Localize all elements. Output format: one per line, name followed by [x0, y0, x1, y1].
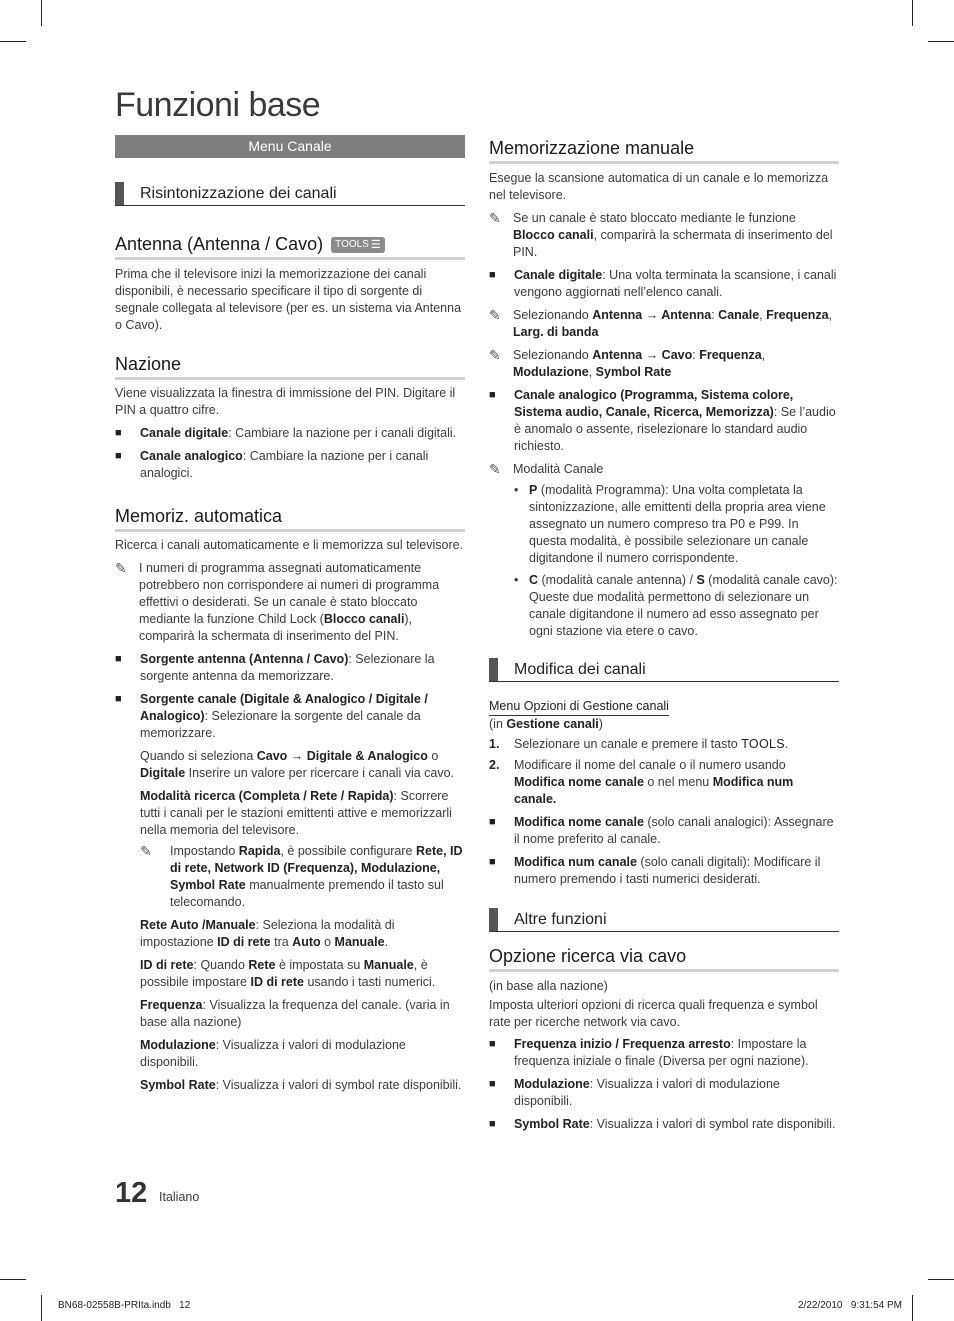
crop-mark: [41, 1295, 42, 1321]
crop-mark: [928, 41, 954, 42]
crop-mark: [912, 1295, 913, 1321]
step-number: 2.: [489, 758, 500, 772]
note: ✎ I numeri di programma assegnati automaticamente potrebbero non corrispondere ai numeri di programma effettivi o desiderati. Se un canale è stato bloccato mediante la funzione Child Lock (Blocco canali), comparirà la schermata di inserimento del PIN.: [115, 560, 440, 643]
square-bullet-icon: ■: [489, 269, 496, 281]
nazione-paragraph: Viene visualizzata la finestra di immissione del PIN. Digitare il PIN a quattro cifre.: [115, 386, 456, 417]
list-item: ■ Symbol Rate: Visualizza i valori di symbol rate disponibili.: [489, 1117, 836, 1131]
menu-link-row: [489, 697, 839, 716]
subheading-risintonizzazione: [115, 182, 465, 206]
frequenza-paragraph: Frequenza: Visualizza la frequenza del canale. (varia in base alla nazione): [140, 998, 450, 1029]
crop-mark: [928, 1279, 954, 1280]
dot-bullet-icon: •: [514, 483, 519, 497]
step-number: 1.: [489, 737, 500, 751]
subheading-marker: [489, 658, 498, 681]
heading-memoriz-text: Memoriz. automatica: [115, 506, 283, 526]
menu-opzioni-link: Menu Opzioni di Gestione canali: [489, 698, 669, 716]
list-item: ■ Modifica nome canale (solo canali analogici): Assegnare il nome preferito al canale.: [489, 815, 834, 846]
menu-canale-bar: Menu Canale: [115, 135, 465, 158]
pencil-note-icon: ✎: [115, 560, 127, 576]
rete-auto-paragraph: Rete Auto /Manuale: Seleziona la modalità di impostazione ID di rete tra Auto o Manuale.: [140, 918, 395, 949]
subheading-text: Altre funzioni: [514, 910, 607, 928]
date-info: 2/22/2010 9:31:54 PM: [798, 1300, 902, 1311]
list-item: ■ Canale digitale: Una volta terminata la scansione, i canali vengono aggiornati nell’elenco canali.: [489, 268, 837, 299]
list-item: 1. Selezionare un canale e premere il tasto TOOLS.: [489, 737, 789, 751]
heading-nazione: [115, 354, 465, 380]
left-column: [115, 135, 465, 1094]
list-item: 2. Modificare il nome del canale o il numero usando Modifica nome canale o nel menu Modifica num canale.: [489, 758, 794, 806]
crop-mark: [0, 41, 26, 42]
heading-opzione-text: Opzione ricerca via cavo: [489, 946, 687, 966]
square-bullet-icon: ■: [489, 389, 496, 401]
square-bullet-icon: ■: [489, 856, 496, 868]
language-label: Italiano: [159, 1190, 200, 1204]
memoriz-paragraph: Ricerca i canali automaticamente e li memorizza sul televisore.: [115, 538, 464, 552]
note: ✎ Impostando Rapida, è possibile configurare Rete, ID di rete, Network ID (Frequenza), Modulazione, Symbol Rate manualmente premendo il tasto sul telecomando.: [140, 843, 463, 909]
heading-memoriz: [115, 506, 465, 532]
square-bullet-icon: ■: [489, 1078, 496, 1090]
square-bullet-icon: ■: [489, 816, 496, 828]
list-item: ■ Sorgente canale (Digitale & Analogico / Digitale / Analogico): Selezionare la sorgente del canale da memorizzare.: [115, 692, 428, 740]
list-item: ■ Modulazione: Visualizza i valori di modulazione disponibili.: [489, 1077, 780, 1108]
cavo-paragraph: Quando si seleziona Cavo → Digitale & Analogico o Digitale Inserire un valore per ricercare i canali via cavo.: [140, 749, 455, 780]
list-item: ■ Canale digitale: Cambiare la nazione per i canali digitali.: [115, 426, 457, 440]
antenna-paragraph: Prima che il televisore inizi la memorizzazione dei canali disponibili, è necessario specificare il tipo di sorgente di segnale collegata al televisore (per es. un sistema via Antenna o Cavo).: [115, 267, 462, 332]
note: ✎ Selezionando Antenna → Cavo: Frequenza, Modulazione, Symbol Rate: [489, 347, 766, 379]
subheading-marker: [489, 908, 498, 931]
tools-icon: ☰: [370, 239, 381, 251]
list-item: ■ Frequenza inizio / Frequenza arresto: Impostare la frequenza iniziale o finale (Diversa per ogni nazione).: [489, 1037, 809, 1068]
file-info: BN68-02558B-PRIta.indb 12: [58, 1300, 191, 1311]
note: ✎ Modalità Canale: [489, 461, 604, 477]
dot-bullet-icon: •: [514, 573, 519, 587]
heading-manuale-text: Memorizzazione manuale: [489, 138, 695, 158]
modalita-ricerca-paragraph: Modalità ricerca (Completa / Rete / Rapida): Scorrere tutti i canali per le stazioni emittenti attive e memorizzarli nella memoria del televisore.: [140, 789, 452, 837]
square-bullet-icon: ■: [115, 450, 122, 462]
square-bullet-icon: ■: [115, 427, 122, 439]
tools-label: TOOLS: [335, 239, 369, 250]
symbol-rate-paragraph: Symbol Rate: Visualizza i valori di symbol rate disponibili.: [140, 1078, 462, 1092]
heading-opzione-ricerca: [489, 946, 839, 972]
page-number: 12: [115, 1177, 148, 1209]
list-item: ■ Modifica num canale (solo canali digitali): Modificare il numero premendo i tasti numerici desiderati.: [489, 855, 821, 886]
square-bullet-icon: ■: [115, 653, 122, 665]
square-bullet-icon: ■: [489, 1118, 496, 1130]
heading-manuale: [489, 138, 839, 164]
heading-nazione-text: Nazione: [115, 354, 182, 374]
subheading-marker: [115, 182, 124, 205]
list-item: • C (modalità canale antenna) / S (modalità canale cavo): Queste due modalità permettono di selezionare un canale digitandone il numero ad esso assegnato per ogni stazione via etere o cavo.: [514, 573, 838, 638]
crop-mark: [41, 0, 42, 26]
subheading-text: Modifica dei canali: [514, 660, 646, 678]
pencil-note-icon: ✎: [489, 307, 501, 323]
tools-badge: [331, 237, 385, 253]
page-title: Funzioni base: [115, 86, 321, 124]
note: ✎ Selezionando Antenna → Antenna: Canale, Frequenza, Larg. di banda: [489, 307, 833, 339]
crop-mark: [0, 1279, 26, 1280]
list-item: ■ Sorgente antenna (Antenna / Cavo): Selezionare la sorgente antenna da memorizzare.: [115, 652, 435, 683]
list-item: ■ Canale analogico (Programma, Sistema colore, Sistema audio, Canale, Ricerca, Memorizza): Se l’audio è anomalo o assente, riselezionare lo standard audio richiesto.: [489, 388, 836, 453]
note: ✎ Se un canale è stato bloccato mediante le funzione Blocco canali, comparirà la schermata di inserimento del PIN.: [489, 210, 833, 259]
subheading-modifica: [489, 658, 839, 682]
subheading-text: Risintonizzazione dei canali: [140, 184, 337, 202]
subheading-altre: [489, 908, 839, 932]
pencil-note-icon: ✎: [489, 347, 501, 363]
manuale-paragraph: Esegue la scansione automatica di un canale e lo memorizza nel televisore.: [489, 171, 829, 202]
square-bullet-icon: ■: [115, 693, 122, 705]
id-rete-paragraph: ID di rete: Quando Rete è impostata su Manuale, è possibile impostare ID di rete usando i tasti numerici.: [140, 958, 436, 989]
square-bullet-icon: ■: [489, 1038, 496, 1050]
right-column: [489, 135, 839, 1133]
in-base-paragraph: (in base alla nazione): [489, 979, 608, 993]
pencil-note-icon: ✎: [489, 210, 501, 226]
modulazione-paragraph: Modulazione: Visualizza i valori di modulazione disponibili.: [140, 1038, 406, 1069]
opzione-paragraph: Imposta ulteriori opzioni di ricerca quali frequenza e symbol rate per ricerche network via cavo.: [489, 998, 818, 1029]
list-item: • P (modalità Programma): Una volta completata la sintonizzazione, alle emittenti della propria area viene assegnato un numero compreso tra P0 e P99. In questa modalità, è possibile selezionare un canale digitandone il numero corrispondente.: [514, 483, 826, 565]
pencil-note-icon: ✎: [140, 843, 152, 859]
pencil-note-icon: ✎: [489, 461, 501, 477]
in-gestione-paragraph: (in Gestione canali): [489, 717, 603, 731]
list-item: ■ Canale analogico: Cambiare la nazione per i canali analogici.: [115, 449, 429, 480]
crop-mark: [912, 0, 913, 26]
heading-antenna: [115, 234, 465, 260]
heading-antenna-text: Antenna (Antenna / Cavo): [115, 234, 324, 254]
